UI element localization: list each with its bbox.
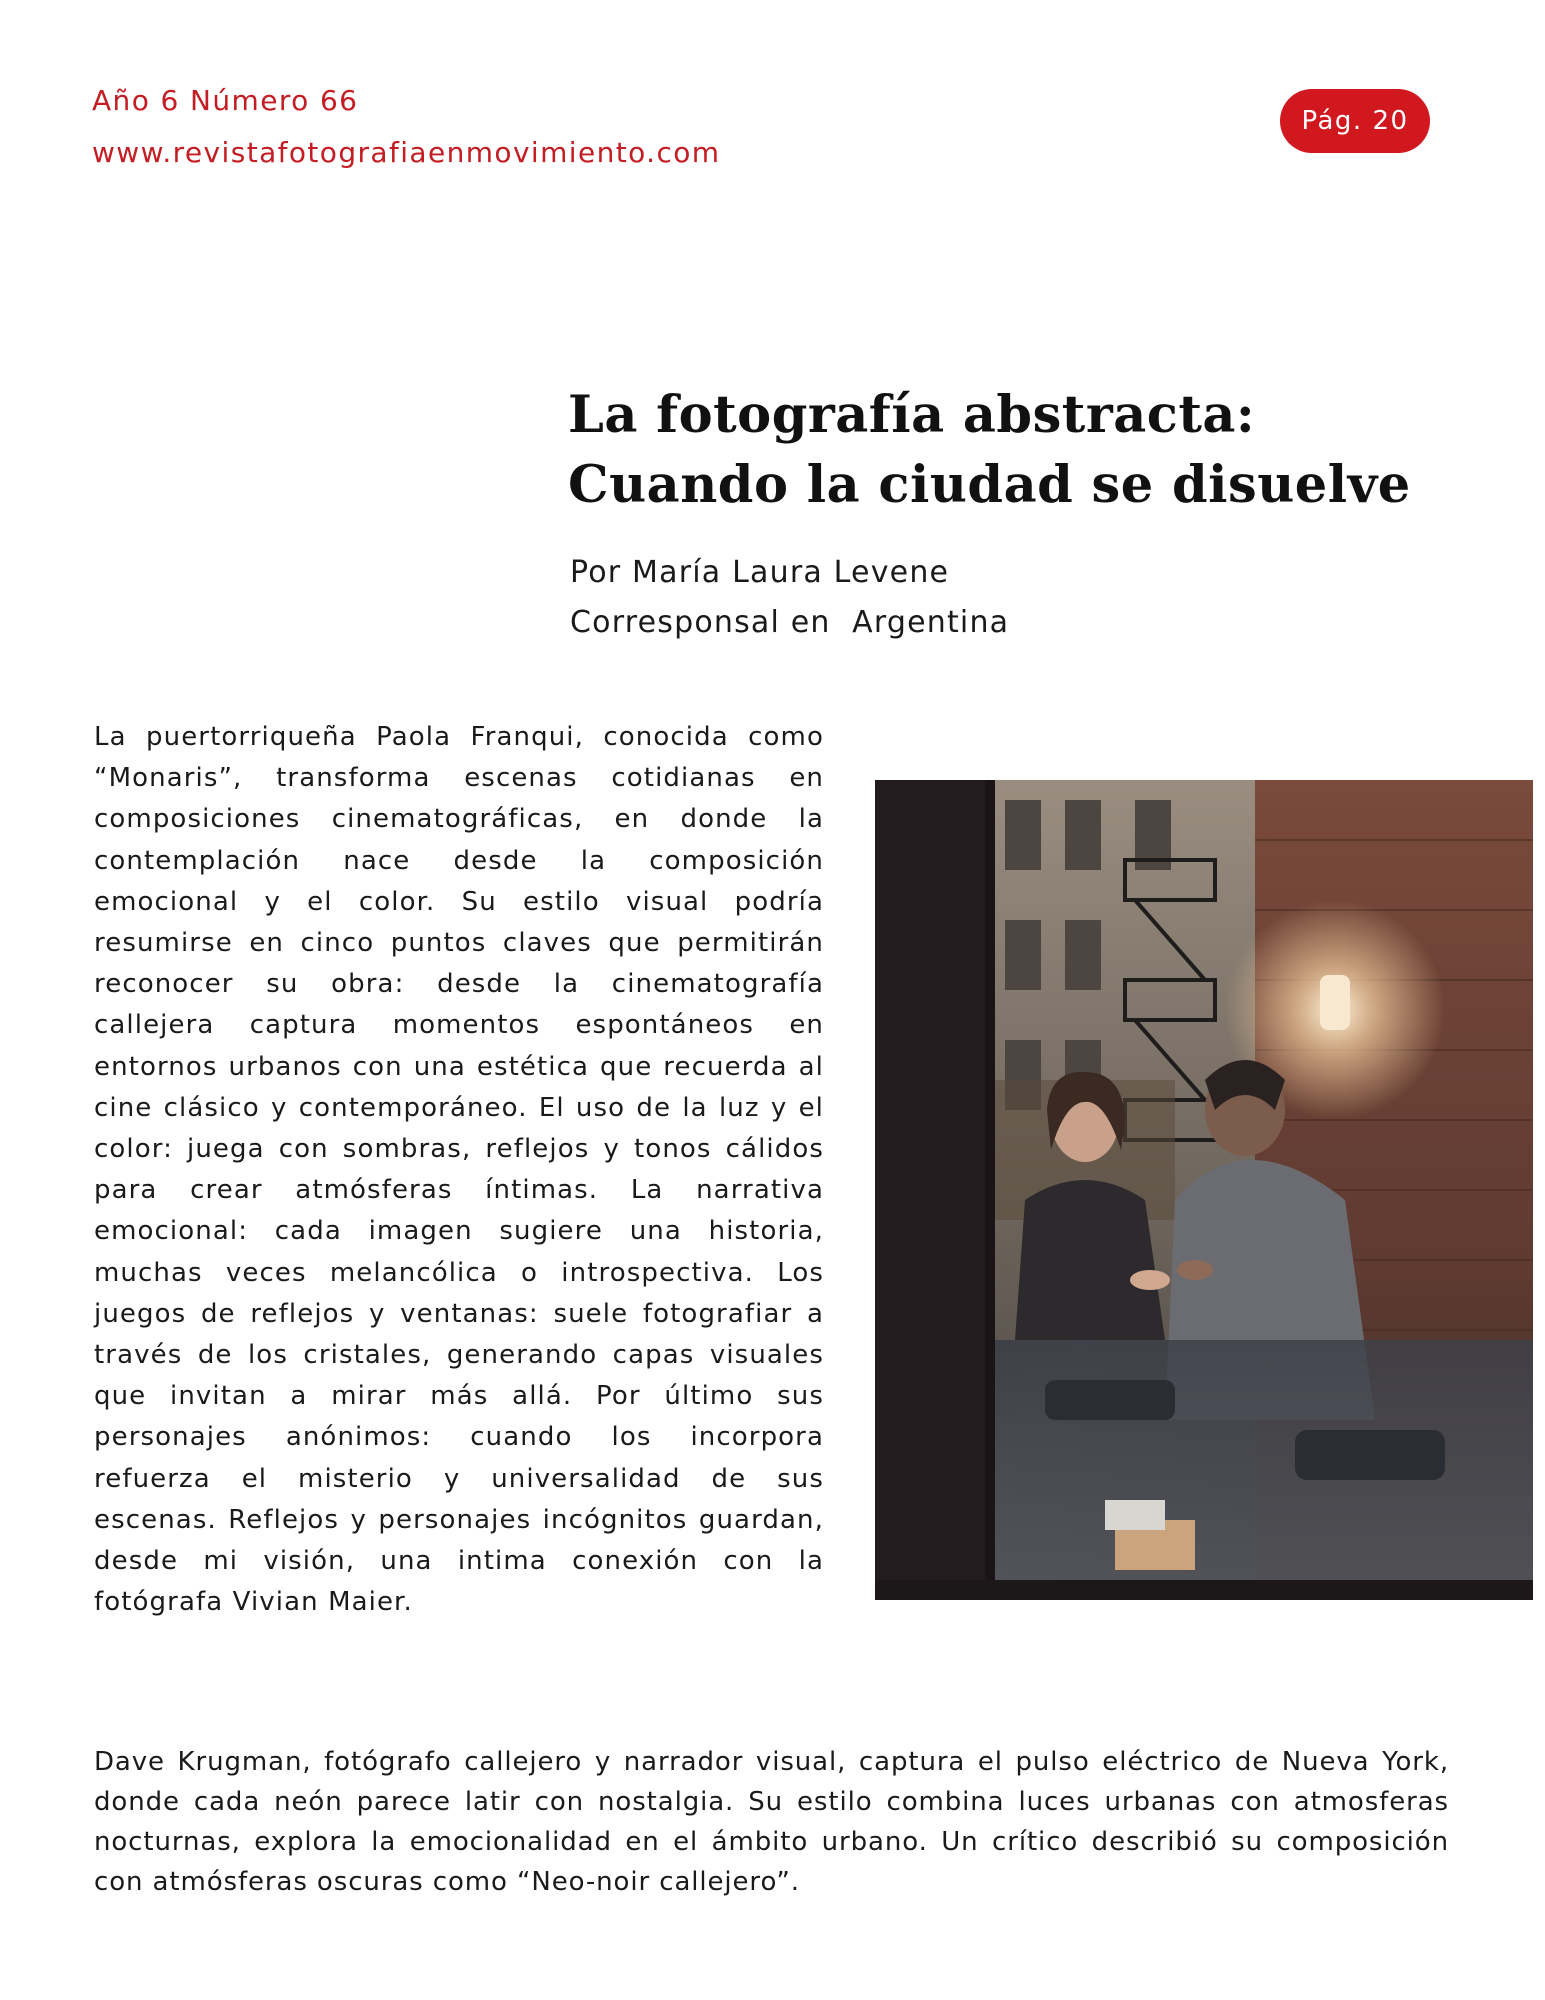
author-role: Corresponsal en Argentina xyxy=(570,605,1010,640)
byline xyxy=(570,548,1009,648)
article-paragraph-1: La puertorriqueña Paola Franqui, conocida como “Monaris”, transforma escenas cotidianas en composiciones cinematográficas, en donde la contemplación nace desde la composición emocional y el color. Su estilo visual podría resumirse en cinco puntos claves que permitirán reconocer su obra: desde la cinematografía callejera captura momentos espontáneos en entornos urbanos con una estética que recuerda al cine clásico y contemporáneo. El uso de la luz y el color: juega con sombras, reflejos y tonos cálidos para crear atmósferas íntimas. La narrativa emocional: cada imagen sugiere una historia, muchas veces melancólica o introspectiva. Los juegos de reflejos y ventanas: suele fotografiar a través de los cristales, generando capas visuales que invitan a mirar más allá. Por último sus personajes anónimos: cuando los incorpora refuerza el misterio y universalidad de sus escenas. Reflejos y personajes incógnitos guardan, desde mi visión, una intima conexión con la fotógrafa Vivian Maier. xyxy=(94,722,824,1618)
issue-number: Año 6 Número 66 xyxy=(92,84,359,117)
article-title-line-1: La fotografía abstracta: xyxy=(568,385,1256,445)
website-url[interactable]: www.revistafotografiaenmovimiento.com xyxy=(92,136,721,169)
photo-illustration xyxy=(875,780,1533,1600)
article-photo xyxy=(875,780,1533,1600)
article-paragraph-2: Dave Krugman, fotógrafo callejero y narrador visual, captura el pulso eléctrico de Nueva York, donde cada neón parece latir con nostalgia. Su estilo combina luces urbanas con atmosferas nocturnas, explora la emocionalidad en el ámbito urbano. Un crítico describió su composición con atmósferas oscuras como “Neo-noir callejero”. xyxy=(94,1747,1449,1897)
author-name: Por María Laura Levene xyxy=(570,555,950,590)
article-title-line-2: Cuando la ciudad se disuelve xyxy=(568,455,1411,515)
article-title xyxy=(568,380,1411,520)
page-number-badge: Pág. 20 xyxy=(1280,89,1430,153)
